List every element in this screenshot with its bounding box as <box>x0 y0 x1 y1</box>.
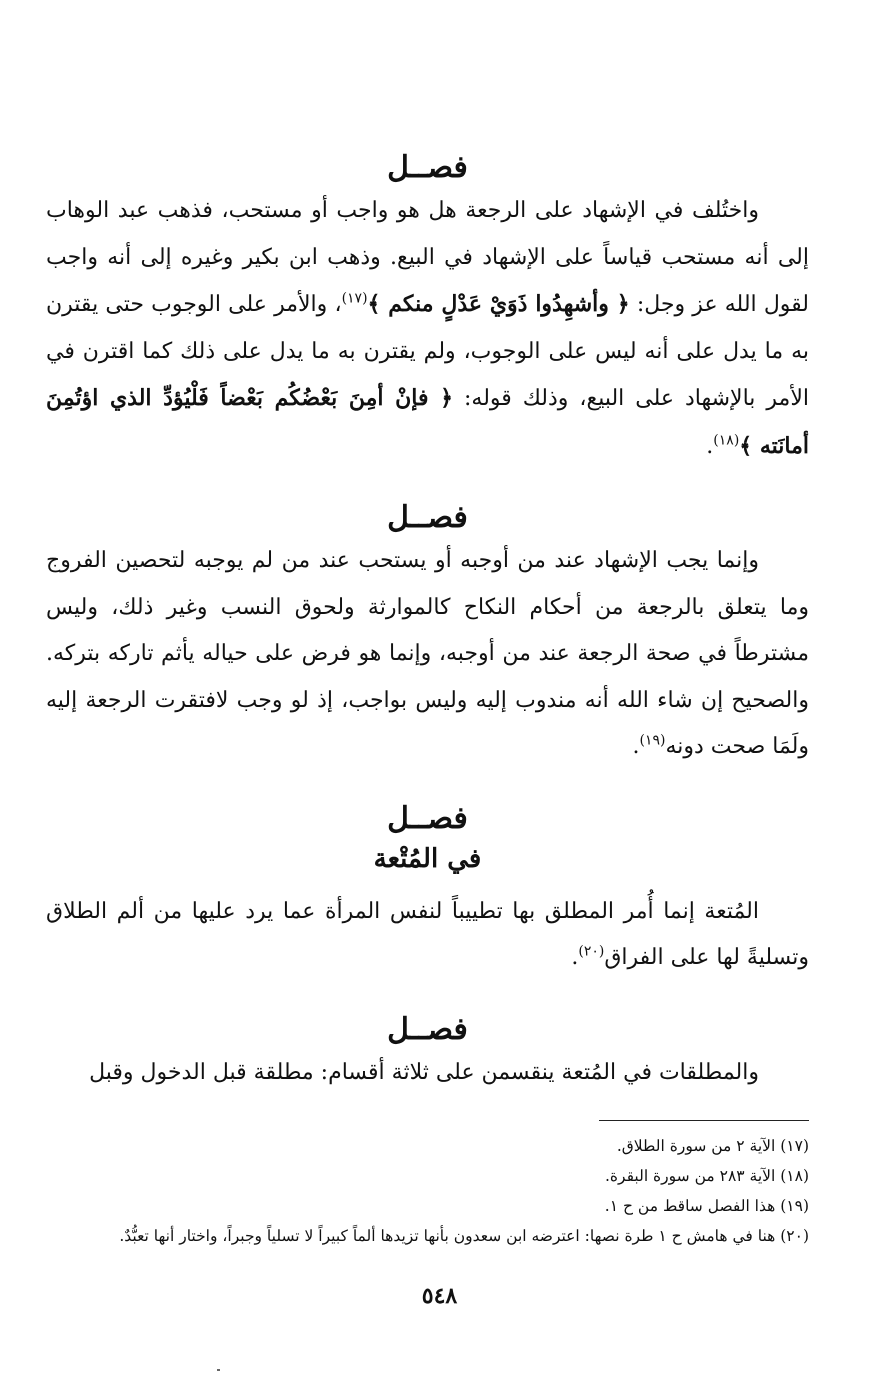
section-subheading: في المُتْعة <box>373 843 482 874</box>
footnote-reference: (١٧) <box>341 290 368 307</box>
section-2 <box>46 498 809 771</box>
footnote-reference: (٢٠) <box>578 943 605 960</box>
section-paragraph <box>46 889 809 982</box>
section-heading: فصــل <box>387 800 468 836</box>
scan-speck <box>217 1369 220 1371</box>
footnote: (٢٠) هنا في هامش ح ١ طرة نصها: اعترضه ابن سعدون بأنها تزيدها ألماً كبيراً لا تسلياً وجبراً، واختار أنها تعبُّدٌ. <box>119 1227 809 1245</box>
quran-verse: ﴿ وأشهِدُوا ذَوَيْ عَدْلٍ منكم ﴾ <box>367 291 630 317</box>
footnote-reference: (١٨) <box>713 432 740 449</box>
footnote: (١٨) الآية ٢٨٣ من سورة البقرة. <box>604 1167 809 1185</box>
paragraph-text: واختُلف في الإشهاد على الرجعة هل هو واجب أو مستحب، فذهب عبد الوهاب إلى أنه مستحب قياساً على الإشهاد في البيع. وذهب ابن بكير وغيره إلى أنه واجب لقول الله عز وجل: <box>46 198 809 317</box>
section-paragraph <box>46 538 809 771</box>
section-1 <box>46 148 809 470</box>
paragraph-text: وإنما يجب الإشهاد عند من أوجبه أو يستحب عند من لم يوجبه لتحصين الفروج وما يتعلق بالرجعة من أحكام النكاح كالموارثة ولحوق النسب وغير ذلك، وليس مشترطاً في صحة الرجعة عند من أوجبه، وإنما هو فرض على حياله يأثم تاركه بتركه. والصحيح إن شاء الله أنه مندوب إليه وليس بواجب، إذ لو وجب لافتقرت الرجعة إليه ولَمَا صحت دونه <box>46 548 809 759</box>
footnotes <box>46 1131 809 1251</box>
paragraph-text: . <box>706 433 714 459</box>
footnote: (١٧) الآية ٢ من سورة الطلاق. <box>616 1137 809 1155</box>
paragraph-text: . <box>571 945 579 970</box>
section-paragraph <box>46 188 809 470</box>
paragraph-text: . <box>632 734 640 759</box>
paragraph-text: ، والأمر على الوجوب حتى يقترن به ما يدل على أنه ليس على الوجوب، ولم يقترن به ما يدل على ذلك كما اقترن في الأمر بالإشهاد على البيع، وذلك قوله: <box>46 292 809 411</box>
section-heading: فصــل <box>387 500 468 535</box>
section-heading: فصــل <box>387 1011 468 1047</box>
paragraph-text: والمطلقات في المُتعة ينقسمن على ثلاثة أقسام: مطلقة قبل الدخول وقبل <box>89 1059 759 1085</box>
paragraph-text: المُتعة إنما أُمر المطلق بها تطييباً لنفس المرأة عما يرد عليها من ألم الطلاق وتسليةً لها على الفراق <box>46 898 809 970</box>
section-heading: فصــل <box>387 150 468 185</box>
section-paragraph <box>46 1050 809 1097</box>
section-3 <box>46 799 809 982</box>
footnote-divider <box>599 1120 809 1121</box>
section-4 <box>46 1010 809 1097</box>
footnote: (١٩) هذا الفصل ساقط من ح ١. <box>604 1197 809 1215</box>
page-number: ٥٤٨ <box>421 1283 458 1309</box>
footnote-reference: (١٩) <box>639 732 666 749</box>
quran-verse: ﴿ فإنْ أمِنَ بَعْضُكُم بَعْضاً فَلْيُؤدِّ الذي اؤتُمِنَ أمانَته ﴾ <box>46 385 809 459</box>
